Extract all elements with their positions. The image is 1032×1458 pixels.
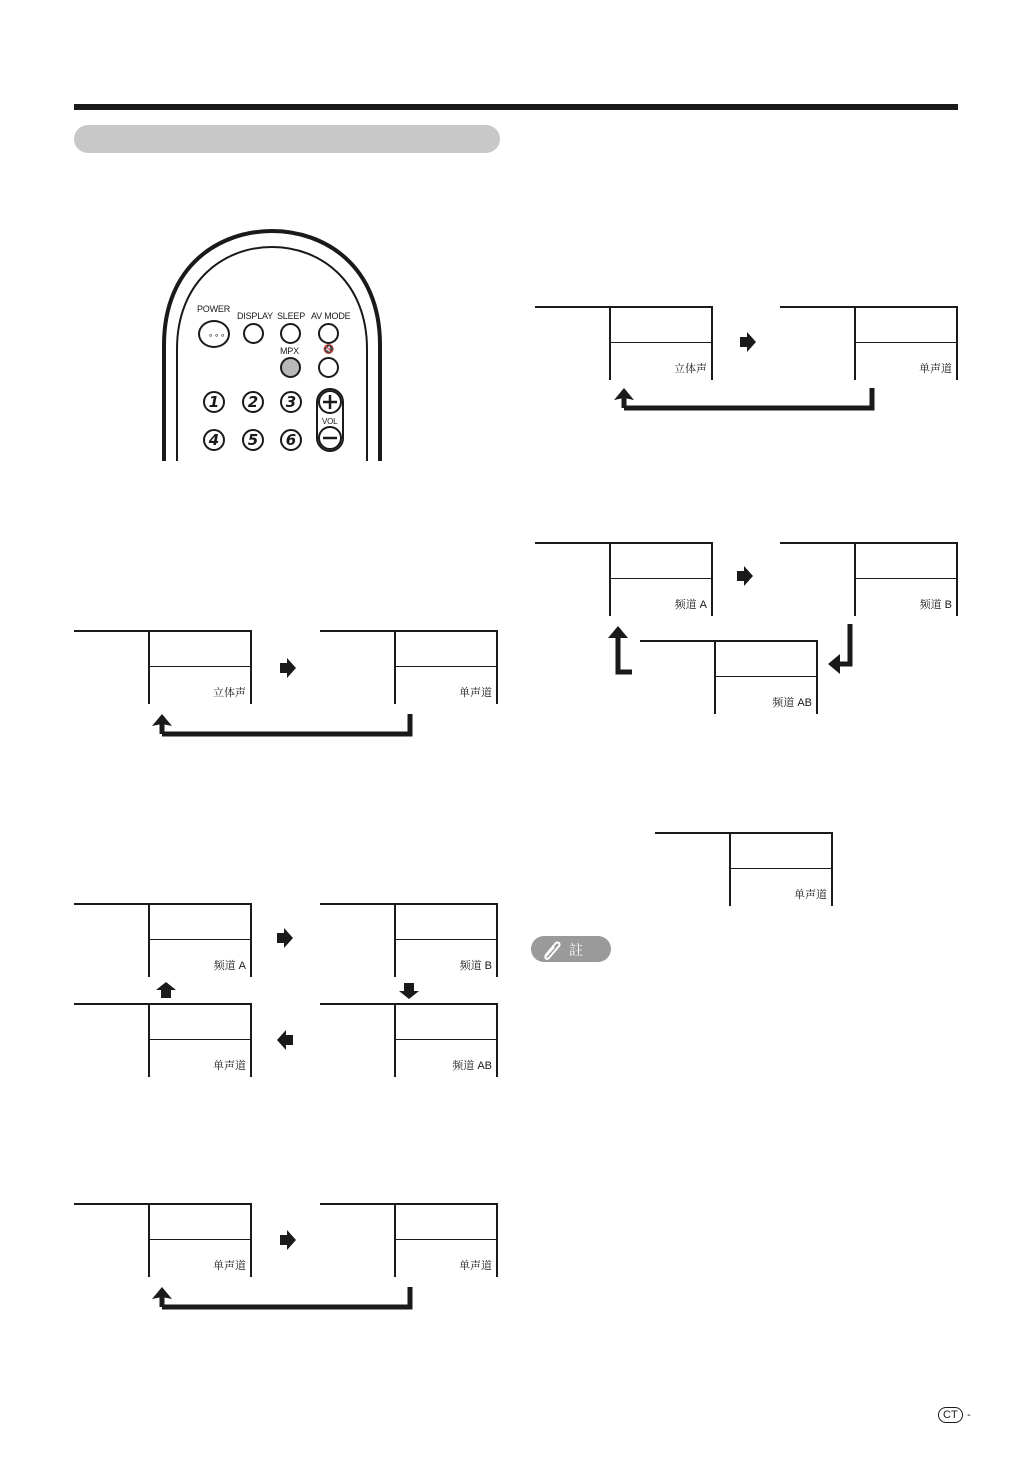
osd-caption: 单声道	[213, 1260, 246, 1272]
note-label: 註	[569, 942, 583, 958]
osd-nicam-mono	[780, 306, 954, 380]
mute-button[interactable]	[318, 357, 339, 378]
osd-nicam-stereo	[535, 306, 709, 380]
osd-caption: 频道 AB	[772, 697, 812, 709]
osd-stereo-1	[74, 630, 248, 704]
osd-caption: 频道 A	[213, 960, 246, 972]
display-label: DISPLAY	[237, 311, 273, 321]
osd-caption: 单声道	[459, 687, 492, 699]
remote-control-illustration	[150, 225, 395, 465]
osd-caption: 单声道	[919, 363, 952, 375]
up-arrow-icon	[156, 982, 176, 998]
page-code	[938, 1405, 971, 1423]
av-mode-label: AV MODE	[311, 311, 351, 321]
return-arrow-icon	[148, 1285, 414, 1311]
right-arrow-icon	[740, 332, 756, 352]
osd-mono-4	[320, 1203, 494, 1277]
av-mode-button[interactable]	[318, 323, 339, 344]
power-dots-icon: ∘∘∘	[208, 331, 227, 340]
power-label: POWER	[197, 304, 231, 314]
right-arrow-icon	[280, 1230, 296, 1250]
osd-caption: 单声道	[794, 889, 827, 901]
osd-caption: 单声道	[459, 1260, 492, 1272]
osd-caption: 频道 B	[459, 960, 492, 972]
paperclip-icon	[539, 938, 563, 960]
number-button-5[interactable]: 5	[242, 429, 264, 451]
left-arrow-icon	[277, 1030, 293, 1050]
osd-caption: 频道 AB	[452, 1060, 492, 1072]
number-button-3[interactable]: 3	[280, 391, 302, 413]
osd-mono-1	[320, 630, 494, 704]
right-arrow-icon	[737, 566, 753, 586]
sleep-button[interactable]	[280, 323, 301, 344]
display-button[interactable]	[243, 323, 264, 344]
number-button-1[interactable]: 1	[203, 391, 225, 413]
sleep-label: SLEEP	[277, 311, 306, 321]
number-button-6[interactable]: 6	[280, 429, 302, 451]
section-title-bar	[74, 125, 500, 153]
right-arrow-icon	[277, 928, 293, 948]
osd-caption: 立体声	[674, 363, 707, 375]
mpx-label: MPX	[280, 346, 299, 356]
vol-label: VOL	[322, 417, 338, 426]
note-badge	[531, 936, 611, 962]
page-code-badge: CT	[938, 1407, 963, 1423]
page-dash: -	[967, 1409, 971, 1421]
osd-mono-2	[74, 1003, 248, 1077]
osd-nicam-channel-b	[780, 542, 954, 616]
osd-mono-3	[74, 1203, 248, 1277]
mpx-button[interactable]	[280, 357, 301, 378]
right-arrow-icon	[280, 658, 296, 678]
osd-nicam-mono-only	[655, 832, 829, 906]
osd-caption: 频道 B	[919, 599, 952, 611]
osd-nicam-channel-a	[535, 542, 709, 616]
number-button-4[interactable]: 4	[203, 429, 225, 451]
down-return-arrow-icon	[826, 624, 856, 676]
mute-icon: 🔇	[323, 344, 335, 354]
osd-caption: 频道 A	[674, 599, 707, 611]
power-button[interactable]	[198, 320, 230, 348]
osd-channel-a	[74, 903, 248, 977]
number-button-2[interactable]: 2	[242, 391, 264, 413]
up-return-arrow-icon	[608, 624, 634, 676]
osd-channel-ab	[320, 1003, 494, 1077]
osd-caption: 单声道	[213, 1060, 246, 1072]
remote-outline	[150, 225, 395, 465]
return-arrow-icon	[610, 386, 876, 412]
header-rule	[74, 104, 958, 110]
return-arrow-icon	[148, 712, 414, 738]
osd-caption: 立体声	[213, 687, 246, 699]
osd-channel-b	[320, 903, 494, 977]
osd-nicam-channel-ab	[640, 640, 814, 714]
down-arrow-icon	[399, 983, 419, 999]
